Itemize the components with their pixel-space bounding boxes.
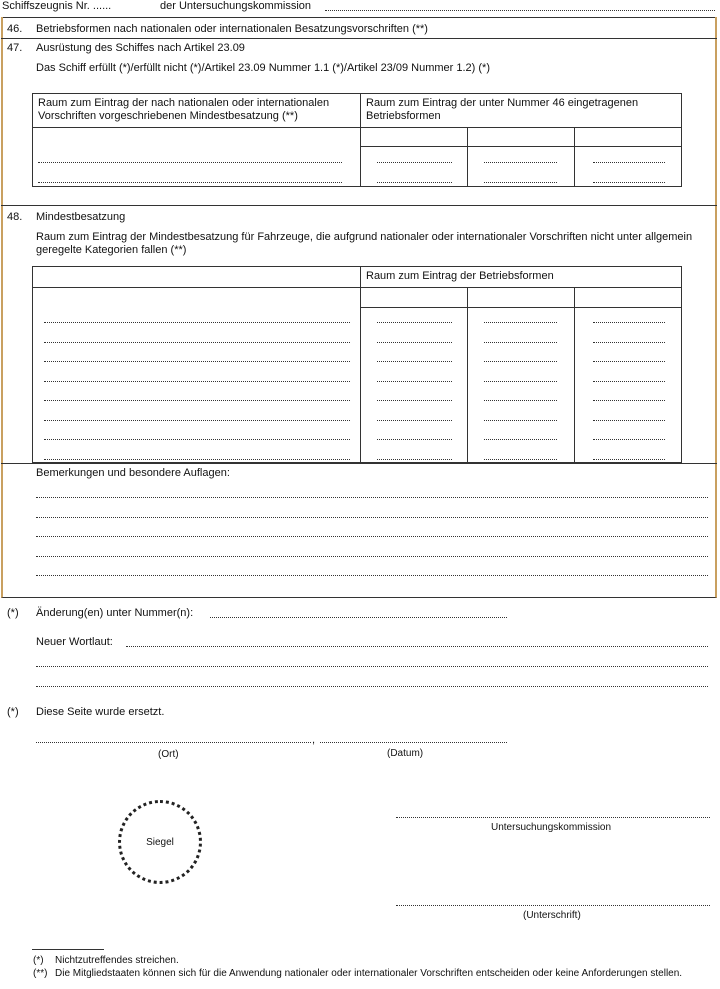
table-47-subheader-rule — [360, 146, 682, 147]
table-48-entry-field[interactable] — [484, 342, 557, 343]
table-48-entry-field[interactable] — [44, 439, 350, 440]
footnote-1-text: Nichtzutreffendes streichen. — [55, 955, 179, 966]
date-field[interactable] — [320, 742, 507, 743]
section-48-rule — [1, 463, 717, 464]
table-47-entry-field[interactable] — [593, 162, 665, 163]
remarks-entry-field[interactable] — [36, 517, 708, 518]
table-48-entry-field[interactable] — [377, 400, 452, 401]
table-48-entry-field[interactable] — [44, 400, 350, 401]
table-47-entry-field[interactable] — [377, 182, 452, 183]
table-48-entry-field[interactable] — [377, 420, 452, 421]
table-48-entry-field[interactable] — [44, 420, 350, 421]
table-48-subheader-rule — [360, 307, 682, 308]
section-47-title: Ausrüstung des Schiffes nach Artikel 23.09 — [36, 42, 245, 54]
table-47-entry-field[interactable] — [38, 182, 342, 183]
new-text-field[interactable] — [36, 666, 708, 667]
table-48-entry-field[interactable] — [593, 381, 665, 382]
table-48-entry-field[interactable] — [593, 361, 665, 362]
table-48-entry-field[interactable] — [377, 439, 452, 440]
table-48-entry-field[interactable] — [44, 361, 350, 362]
table-48-entry-field[interactable] — [593, 400, 665, 401]
table-48-entry-field[interactable] — [484, 322, 557, 323]
changes-mark: (*) — [7, 607, 19, 619]
table-48-entry-field[interactable] — [44, 342, 350, 343]
commission-field[interactable] — [325, 10, 715, 11]
table-47-divider — [360, 93, 361, 187]
table-48-entry-field[interactable] — [593, 439, 665, 440]
table-48-col2-header: Raum zum Eintrag der Betriebsformen — [366, 270, 554, 282]
new-text-label: Neuer Wortlaut: — [36, 636, 113, 648]
seal-stamp — [118, 800, 202, 884]
table-48-entry-field[interactable] — [484, 420, 557, 421]
section-46-text: Betriebsformen nach nationalen oder internationalen Besatzungsvorschriften (**) — [36, 23, 428, 35]
section-46-rule — [1, 38, 717, 39]
place-field[interactable] — [36, 742, 311, 743]
section-47-line: Das Schiff erfüllt (*)/erfüllt nicht (*)/Artikel 23.09 Nummer 1.1 (*)/Artikel 23/09 Nummer 1.2) (*) — [36, 62, 490, 74]
table-48-header-rule — [32, 287, 682, 288]
remarks-entry-field[interactable] — [36, 497, 708, 498]
new-text-field[interactable] — [36, 686, 708, 687]
table-48-entry-field[interactable] — [593, 420, 665, 421]
place-caption: (Ort) — [158, 749, 179, 760]
commission-caption: Untersuchungskommission — [491, 822, 612, 833]
table-47-col2-header: Raum zum Eintrag der unter Nummer 46 eingetragenen Betriebsformen — [366, 97, 639, 122]
table-47-entry-field[interactable] — [484, 162, 557, 163]
seal-label: Siegel — [146, 836, 174, 848]
table-48-entry-field[interactable] — [484, 459, 557, 460]
table-48-entry-field[interactable] — [377, 322, 452, 323]
section-47-rule — [1, 205, 717, 206]
table-48-entry-field[interactable] — [377, 361, 452, 362]
remarks-entry-field[interactable] — [36, 536, 708, 537]
table-47-col1-header: Raum zum Eintrag der nach nationalen oder internationalen Vorschriften vorgeschriebenen Mindestbesatzung (**) — [38, 97, 330, 122]
signature-caption: (Unterschrift) — [523, 910, 581, 921]
footnote-2-mark: (**) — [33, 968, 48, 979]
table-48-entry-field[interactable] — [44, 322, 350, 323]
section-48-text: Raum zum Eintrag der Mindestbesatzung für Fahrzeuge, die aufgrund nationaler oder internationaler Vorschriften nicht unter allgemein geregelte Kategorien fallen (**) — [36, 231, 693, 256]
new-text-field[interactable] — [126, 646, 708, 647]
section-48-number: 48. — [7, 211, 23, 223]
table-47-entry-field[interactable] — [484, 182, 557, 183]
table-48-entry-field[interactable] — [484, 361, 557, 362]
commission-label: der Untersuchungskommission — [160, 0, 312, 12]
footnote-1-mark: (*) — [33, 955, 44, 966]
comma: , — [312, 734, 316, 746]
table-47-col-divider-2 — [574, 127, 575, 187]
table-48-entry-field[interactable] — [377, 342, 452, 343]
remarks-entry-field[interactable] — [36, 556, 708, 557]
changes-label: Änderung(en) unter Nummer(n): — [36, 607, 194, 619]
signature-field[interactable] — [396, 905, 710, 906]
remarks-label: Bemerkungen und besondere Auflagen: — [36, 467, 230, 479]
table-48-entry-field[interactable] — [377, 459, 452, 460]
table-48-entry-field[interactable] — [593, 342, 665, 343]
table-47-header-rule — [32, 127, 682, 128]
table-48-entry-field[interactable] — [593, 322, 665, 323]
certificate-number: Schiffszeugnis Nr. ...... — [2, 0, 112, 12]
table-48-entry-field[interactable] — [44, 459, 350, 460]
table-48-divider — [360, 266, 361, 463]
table-48-entry-field[interactable] — [484, 439, 557, 440]
table-47-col-divider-1 — [467, 127, 468, 187]
table-48-entry-field[interactable] — [484, 381, 557, 382]
footnote-2-text: Die Mitgliedstaaten können sich für die Anwendung nationaler oder internationaler Vorschriften entscheiden oder keine Anforderungen stellen. — [55, 968, 683, 979]
table-48-entry-field[interactable] — [484, 400, 557, 401]
table-48-col-divider-2 — [574, 287, 575, 463]
table-48-entry-field[interactable] — [44, 381, 350, 382]
changes-number-field[interactable] — [210, 617, 507, 618]
date-caption: (Datum) — [387, 748, 424, 759]
commission-signature-field[interactable] — [396, 817, 710, 818]
remarks-entry-field[interactable] — [36, 575, 708, 576]
table-48-entry-field[interactable] — [377, 381, 452, 382]
replaced-label: Diese Seite wurde ersetzt. — [36, 706, 165, 718]
table-47-entry-field[interactable] — [377, 162, 452, 163]
table-48-col-divider-1 — [467, 287, 468, 463]
section-47-number: 47. — [7, 42, 23, 54]
section-48-table — [32, 266, 682, 463]
table-48-entry-field[interactable] — [593, 459, 665, 460]
replaced-mark: (*) — [7, 706, 19, 718]
footnote-rule — [32, 949, 104, 950]
table-47-entry-field[interactable] — [38, 162, 342, 163]
section-46-number: 46. — [7, 23, 23, 35]
section-48-title: Mindestbesatzung — [36, 211, 126, 223]
table-47-entry-field[interactable] — [593, 182, 665, 183]
